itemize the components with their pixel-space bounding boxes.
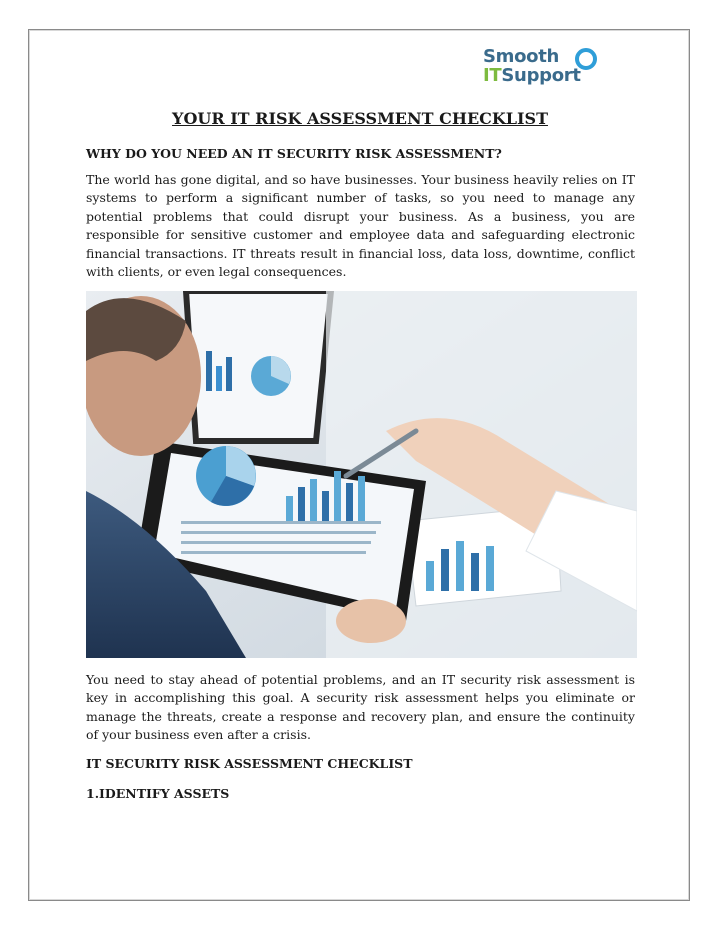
company-logo [483, 46, 613, 88]
logo-word-smooth: Smooth [483, 46, 560, 67]
logo-it: IT [483, 65, 502, 86]
document-title: YOUR IT RISK ASSESSMENT CHECKLIST [172, 109, 548, 128]
logo-support: Support [501, 65, 581, 86]
logo-word-itsupport [483, 65, 581, 86]
section-heading-why: WHY DO YOU NEED AN IT SECURITY RISK ASSESSMENT? [86, 146, 502, 161]
section-heading-identify-assets: 1.IDENTIFY ASSETS [86, 786, 230, 801]
assessment-paragraph: You need to stay ahead of potential problems, and an IT security risk assessment is key in accomplishing this goal. A security risk assessment helps you eliminate or manage the threats, create a response and recovery plan, and ensure the continuity of your business even after a crisis. [86, 672, 635, 743]
section-heading-checklist: IT SECURITY RISK ASSESSMENT CHECKLIST [86, 756, 413, 771]
business-analytics-photo [86, 291, 637, 658]
intro-paragraph: The world has gone digital, and so have businesses. Your business heavily relies on IT systems to perform a significant number of tasks, so you need to manage any potential problems that could disrupt your business. As a business, you are responsible for sensitive customer and employee data and safeguarding electronic financial transactions. IT threats result in financial loss, data loss, downtime, conflict with clients, or even legal consequences. [86, 172, 635, 280]
